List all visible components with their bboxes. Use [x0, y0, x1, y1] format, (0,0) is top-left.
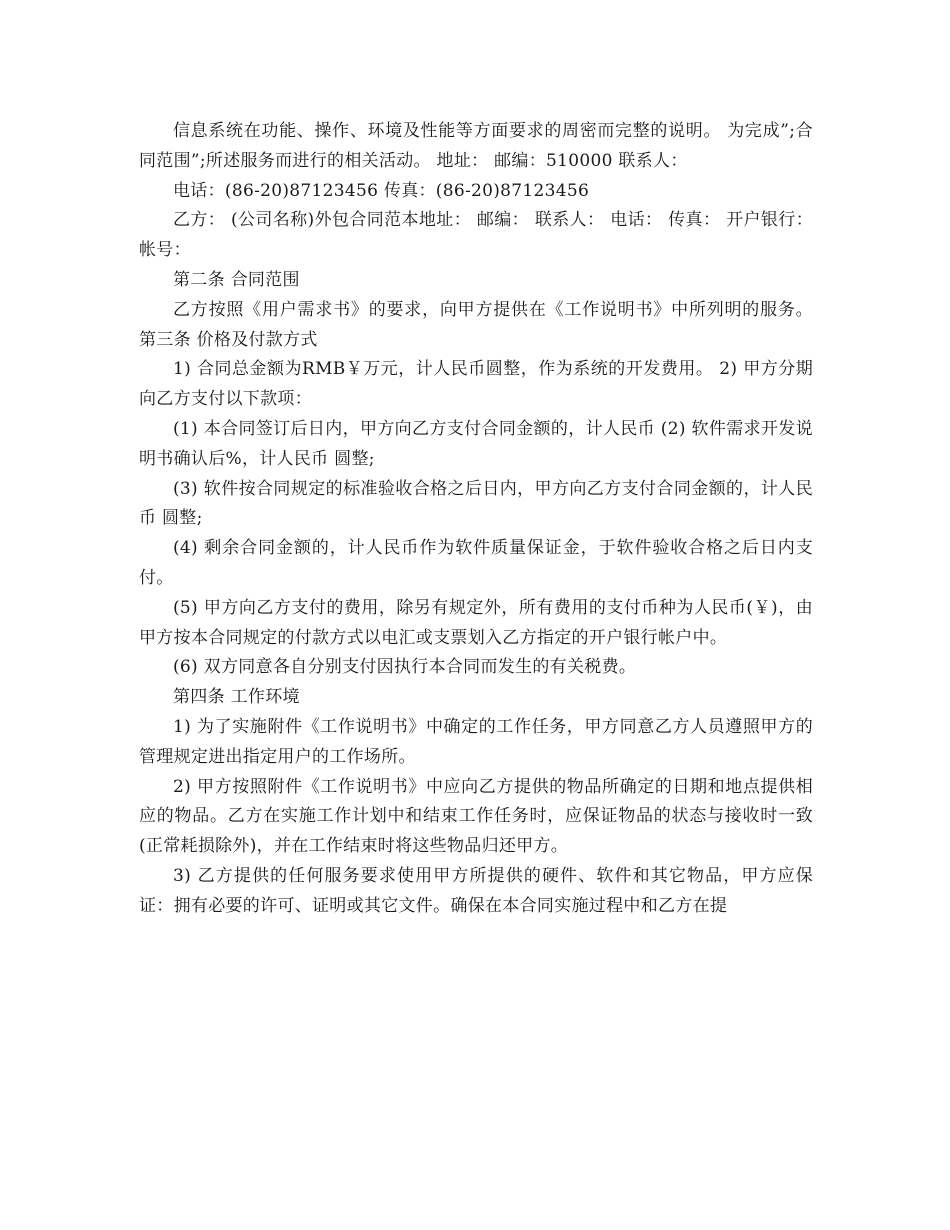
paragraph-environment-3: 3) 乙方提供的任何服务要求使用甲方所提供的硬件、软件和其它物品，甲方应保证：拥有必要的许可、证明或其它文件。确保在本合同实施过程中和乙方在提 — [139, 865, 813, 916]
paragraph-phone-fax: 电话：(86-20)87123456 传真：(86-20)87123456 — [173, 180, 590, 201]
paragraph-environment-2: 2) 甲方按照附件《工作说明书》中应向乙方提供的物品所确定的日期和地点提供相应的物品。乙方在实施工作计划中和结束工作任务时，应保证物品的状态与接收时一致(正常耗损除外)，并在工作结束时将这些物品归还甲方。 — [139, 776, 813, 857]
paragraph-scope: 乙方按照《用户需求书》的要求，向甲方提供在《工作说明书》中所列明的服务。 第三条 价格及付款方式 — [139, 299, 813, 350]
paragraph-environment-1: 1) 为了实施附件《工作说明书》中确定的工作任务，甲方同意乙方人员遵照甲方的管理规定进出指定用户的工作场所。 — [139, 716, 813, 767]
paragraph-total-amount: 1) 合同总金额为RMB￥万元，计人民币圆整，作为系统的开发费用。 2) 甲方分期向乙方支付以下款项： — [139, 359, 813, 410]
paragraph-system-description: 信息系统在功能、操作、环境及性能等方面要求的周密而完整的说明。 为完成”;合同范围”;所述服务而进行的相关活动。 地址： 邮编：510000 联系人： — [139, 121, 813, 171]
paragraph-payment-6: (6) 双方同意各自分别支付因执行本合同而发生的有关税费。 — [173, 657, 637, 678]
paragraph-payment-4: (4) 剩余合同金额的，计人民币作为软件质量保证金，于软件验收合格之后日内支付。 — [139, 538, 813, 588]
paragraph-payment-3: (3) 软件按合同规定的标准验收合格之后日内，甲方向乙方支付合同金额的，计人民币 圆整; — [139, 478, 813, 529]
document-body — [139, 117, 813, 922]
paragraph-payment-1-2: (1) 本合同签订后日内，甲方向乙方支付合同金额的，计人民币 (2) 软件需求开发说明书确认后%，计人民币 圆整; — [139, 418, 813, 469]
heading-article-4: 第四条 工作环境 — [173, 687, 300, 708]
paragraph-payment-5: (5) 甲方向乙方支付的费用，除另有规定外，所有费用的支付币种为人民币(￥)，由甲方按本合同规定的付款方式以电汇或支票划入乙方指定的开户银行帐户中。 — [139, 597, 813, 648]
paragraph-party-b: 乙方： (公司名称)外包合同范本地址： 邮编： 联系人： 电话： 传真： 开户银行： 帐号： — [139, 210, 813, 261]
heading-article-2: 第二条 合同范围 — [173, 269, 300, 290]
